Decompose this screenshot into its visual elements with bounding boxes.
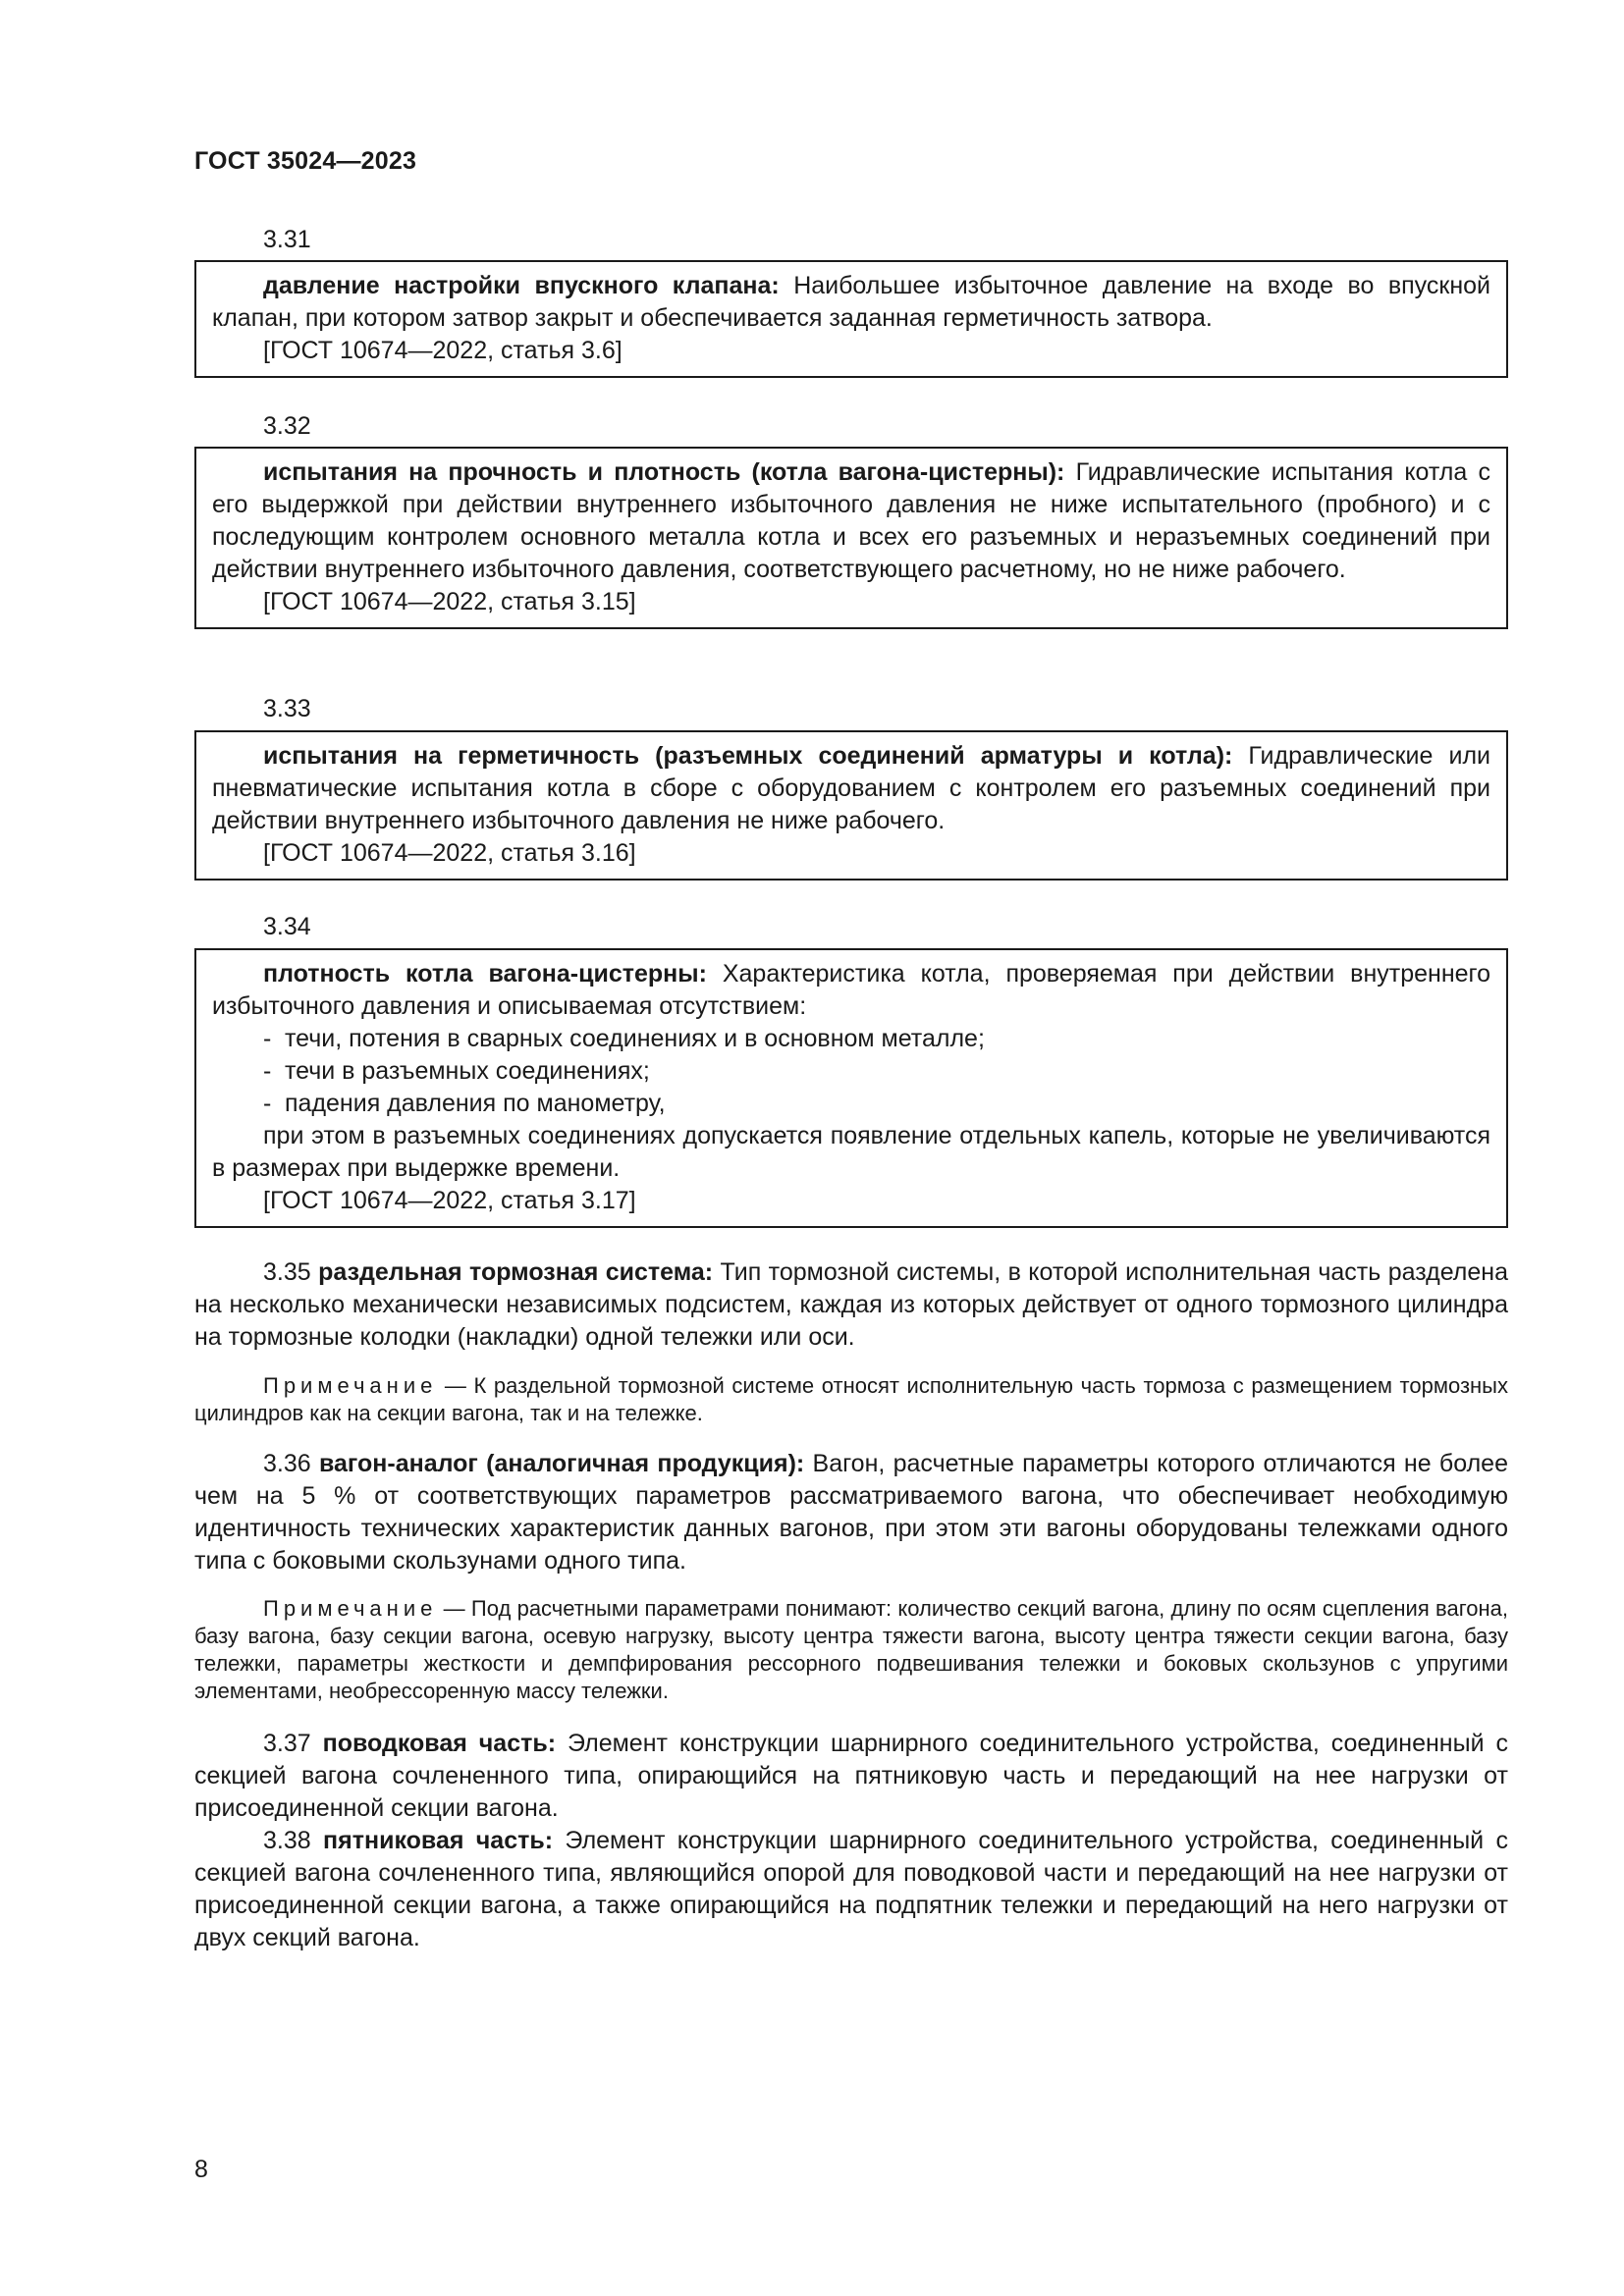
term-definition: Характеристика котла, проверяемая при действии внутреннего избыточного давления и описываемая отсутствием: bbox=[212, 960, 1490, 1020]
term-definition: Элемент конструкции шарнирного соединительного устройства, соединенный с секцией вагона сочлененного типа, опирающийся на пятниковую часть и передающий на нее нагрузки от присоединенной секции вагона. bbox=[194, 1730, 1508, 1822]
term-definition: Элемент конструкции шарнирного соединительного устройства, соединенный с секцией вагона сочлененного типа, являющийся опорой для поводковой части и передающий на нее нагрузки от присоединенной секции вагона, а также опирающийся на подпятник тележки и передающий на него нагрузки от двух секций вагона. bbox=[194, 1827, 1509, 1951]
term-definition: Наибольшее избыточное давление на входе во впускной клапан, при котором затвор закрыт и обеспечивается заданная герметичность затвора. bbox=[212, 272, 1491, 332]
note-3-35 bbox=[194, 1372, 1508, 1427]
note-3-36 bbox=[194, 1595, 1508, 1705]
term-title: испытания на прочность и плотность (котла вагона-цистерны): bbox=[263, 458, 1065, 486]
term-source: [ГОСТ 10674—2022, статья 3.6] bbox=[263, 337, 623, 364]
term-tail: при этом в разъемных соединениях допускается появление отдельных капель, которые не увеличиваются в размерах при выдержке времени. bbox=[212, 1122, 1490, 1182]
term-box-3-32 bbox=[194, 447, 1508, 629]
term-source: [ГОСТ 10674—2022, статья 3.15] bbox=[263, 588, 636, 615]
note-label: Примечание bbox=[263, 1596, 438, 1621]
term-source: [ГОСТ 10674—2022, статья 3.16] bbox=[263, 839, 636, 867]
term-3-38 bbox=[194, 1825, 1508, 1954]
term-title: поводковая часть: bbox=[322, 1730, 557, 1757]
term-box-3-33 bbox=[194, 730, 1508, 881]
term-title: давление настройки впускного клапана: bbox=[263, 272, 780, 299]
term-definition: Вагон, расчетные параметры которого отличаются не более чем на 5 % от соответствующих параметров рассматриваемого вагона, что обеспечивает необходимую идентичность технических характеристик данных вагонов, при этом эти вагоны оборудованы тележками одного типа с боковыми скользунами одного типа. bbox=[194, 1450, 1508, 1575]
term-text: 3.35 раздельная тормозная система: Тип тормозной системы, в которой исполнительная часть разделена на несколько механически независимых подсистем, каждая из которых действует от одного тормозного цилиндра на тормозные колодки (накладки) одной тележки или оси. bbox=[194, 1258, 1508, 1351]
note-text: Примечание — К раздельной тормозной системе относят исполнительную часть тормоза с размещением тормозных цилиндров как на секции вагона, так и на тележке. bbox=[194, 1373, 1508, 1425]
term-text: 3.36 вагон-аналог (аналогичная продукция): Вагон, расчетные параметры которого отличаются не более чем на 5 % от соответствующих параметров рассматриваемого вагона, что обеспечивает необходимую идентичность технических характеристик данных вагонов, при этом эти вагоны оборудованы тележками одного типа с боковыми скользунами одного типа. bbox=[194, 1450, 1508, 1575]
note-text: Примечание — Под расчетными параметрами понимают: количество секций вагона, длину по осям сцепления вагона, базу вагона, базу секции вагона, осевую нагрузку, высоту центра тяжести вагона, высоту центра тяжести секции вагона, базу тележки, параметры жесткости и демпфирования рессорного подвешивания тележки и боковых скользунов с упругими элементами, необрессоренную массу тележки. bbox=[194, 1596, 1508, 1703]
term-text bbox=[212, 270, 1490, 335]
term-title: раздельная тормозная система: bbox=[318, 1258, 714, 1286]
term-title: плотность котла вагона-цистерны: bbox=[263, 960, 707, 988]
term-number: 3.34 bbox=[263, 913, 311, 940]
term-3-37 bbox=[194, 1728, 1508, 1825]
document-header: ГОСТ 35024—2023 bbox=[194, 147, 417, 175]
term-text bbox=[212, 740, 1490, 837]
list-item: - течи, потения в сварных соединениях и в основном металле; bbox=[263, 1025, 985, 1052]
term-definition: Гидравлические испытания котла с его выдержкой при действии внутреннего избыточного давления не ниже испытательного (пробного) и с последующим контролем основного металла котла и всех его разъемных и неразъемных соединений при действии внутреннего избыточного давления, соответствующего расчетному, но не ниже рабочего. bbox=[212, 458, 1491, 583]
term-text bbox=[212, 958, 1490, 1023]
term-source: [ГОСТ 10674—2022, статья 3.17] bbox=[263, 1187, 636, 1214]
term-text bbox=[212, 456, 1490, 586]
term-3-36 bbox=[194, 1448, 1508, 1577]
list-item: - падения давления по манометру, bbox=[263, 1090, 666, 1117]
term-definition: Тип тормозной системы, в которой исполнительная часть разделена на несколько механически независимых подсистем, каждая из которых действует от одного тормозного цилиндра на тормозные колодки (накладки) одной тележки или оси. bbox=[194, 1258, 1508, 1351]
term-text: 3.38 пятниковая часть: Элемент конструкции шарнирного соединительного устройства, соединенный с секцией вагона сочлененного типа, являющийся опорой для поводковой части и передающий на нее нагрузки от присоединенной секции вагона, а также опирающийся на подпятник тележки и передающий на него нагрузки от двух секций вагона. bbox=[194, 1827, 1509, 1951]
term-box-3-34 bbox=[194, 948, 1508, 1228]
term-definition: Гидравлические или пневматические испытания котла в сборе с оборудованием с контролем его разъемных соединений при действии внутреннего избыточного давления не ниже рабочего. bbox=[212, 742, 1490, 834]
term-box-3-31 bbox=[194, 260, 1508, 378]
term-title: испытания на герметичность (разъемных соединений арматуры и котла): bbox=[263, 742, 1233, 770]
list-item: - течи в разъемных соединениях; bbox=[263, 1057, 650, 1085]
note-label: Примечание bbox=[263, 1373, 438, 1398]
term-title: вагон-аналог (аналогичная продукция): bbox=[318, 1450, 805, 1477]
term-title: пятниковая часть: bbox=[323, 1827, 554, 1854]
page-number: 8 bbox=[194, 2156, 208, 2183]
term-number: 3.31 bbox=[263, 226, 311, 253]
term-number: 3.33 bbox=[263, 695, 311, 722]
term-text: 3.37 поводковая часть: Элемент конструкции шарнирного соединительного устройства, соединенный с секцией вагона сочлененного типа, опирающийся на пятниковую часть и передающий на нее нагрузки от присоединенной секции вагона. bbox=[194, 1730, 1508, 1822]
term-3-35 bbox=[194, 1256, 1508, 1354]
term-number: 3.32 bbox=[263, 412, 311, 440]
